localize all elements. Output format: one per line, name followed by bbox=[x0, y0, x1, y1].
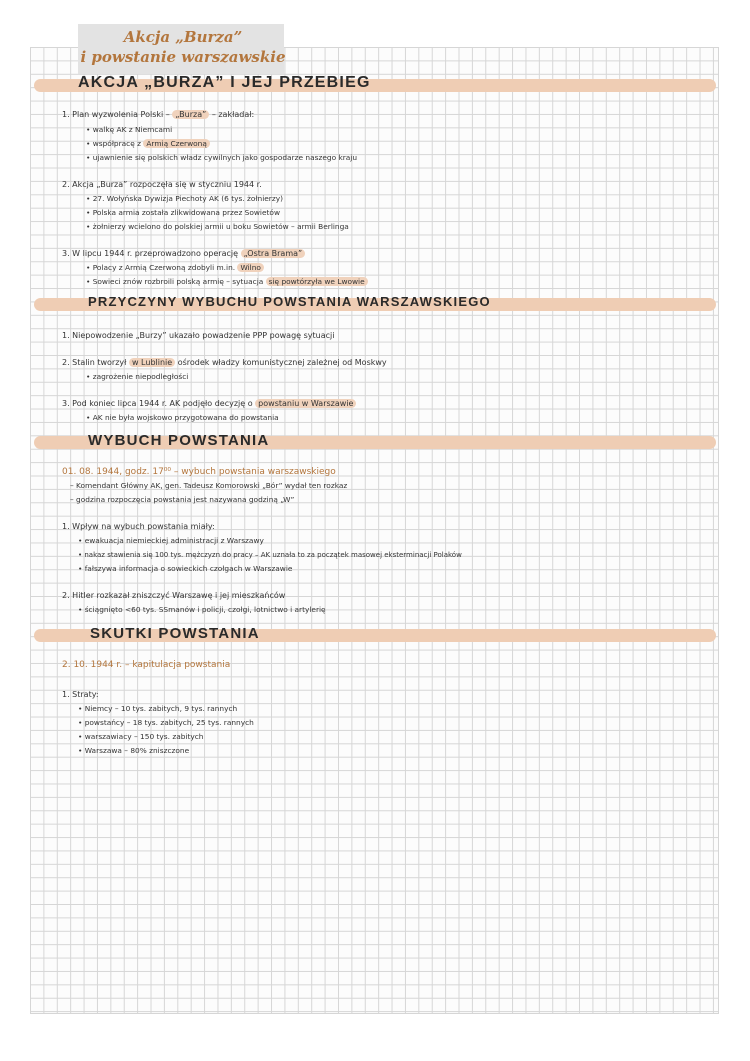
s4-bullet-1: • Niemcy – 10 tys. zabitych, 9 tys. rannych bbox=[78, 704, 238, 713]
title-line-2: i powstanie warszawskie bbox=[80, 48, 286, 66]
s3-point-2: 2. Hitler rozkazał zniszczyć Warszawę i jej mieszkańców bbox=[62, 591, 286, 600]
s3-bullet-3: • ewakuacja niemieckiej administracji z Warszawy bbox=[78, 536, 264, 545]
s2-point-2: 2. Stalin tworzył w Lublinie ośrodek władzy komunistycznej zależnej od Moskwy bbox=[62, 358, 387, 367]
s3-bullet-2: – godzina rozpoczęcia powstania jest nazywana godziną „W” bbox=[70, 495, 295, 504]
s1-bullet-6: • żołnierzy wcielono do polskiej armii u boku Sowietów – armii Berlinga bbox=[86, 222, 349, 231]
s1-point-2: 2. Akcja „Burza” rozpoczęła się w styczniu 1944 r. bbox=[62, 180, 262, 189]
highlight-lwow: się powtórzyła we Lwowie bbox=[266, 277, 368, 286]
s3-date: 01. 08. 1944, godz. 17⁰⁰ – wybuch powstania warszawskiego bbox=[62, 467, 336, 477]
section-heading-2: PRZYCZYNY WYBUCHU POWSTANIA WARSZAWSKIEGO bbox=[88, 294, 491, 309]
s4-bullet-4: • Warszawa – 80% zniszczone bbox=[78, 746, 190, 755]
section-heading-3: WYBUCH POWSTANIA bbox=[88, 432, 270, 449]
s2-point-3: 3. Pod koniec lipca 1944 r. AK podjęło decyzję o powstaniu w Warszawie bbox=[62, 399, 356, 409]
s1-bullet-2: • współpracę z Armią Czerwoną bbox=[86, 139, 210, 149]
s1-bullet-8: • Sowieci znów rozbroili polską armię – sytuacja się powtórzyła we Lwowie bbox=[86, 277, 368, 287]
title-line-1: Akcja „Burza” bbox=[123, 28, 243, 46]
s3-bullet-5: • fałszywa informacja o sowieckich czołgach w Warszawie bbox=[78, 564, 293, 573]
highlight-lublin: w Lublinie bbox=[129, 358, 175, 367]
s1-point-1: 1. Plan wyzwolenia Polski – „Burza” – zakładał: bbox=[62, 110, 255, 119]
highlight-burza: „Burza” bbox=[172, 110, 209, 119]
s4-date: 2. 10. 1944 r. – kapitulacja powstania bbox=[62, 660, 231, 670]
s4-bullet-2: • powstańcy – 18 tys. zabitych, 25 tys. rannych bbox=[78, 718, 254, 727]
highlight-wilno: Wilno bbox=[237, 263, 263, 272]
s2-bullet-1: • zagrożenie niepodległości bbox=[86, 372, 189, 381]
s3-point-1: 1. Wpływ na wybuch powstania miały: bbox=[62, 522, 215, 531]
highlight-armia: Armią Czerwoną bbox=[143, 139, 210, 148]
section-heading-1: AKCJA „BURZA” I JEJ PRZEBIEG bbox=[78, 74, 371, 91]
s1-bullet-4: • 27. Wołyńska Dywizja Piechoty AK (6 tys. żołnierzy) bbox=[86, 194, 283, 203]
s1-bullet-1: • walkę AK z Niemcami bbox=[86, 125, 173, 134]
highlight-powstanie: powstaniu w Warszawie bbox=[255, 399, 356, 408]
s3-bullet-1: – Komendant Główny AK, gen. Tadeusz Komorowski „Bór” wydał ten rozkaz bbox=[70, 481, 348, 490]
section-heading-4: SKUTKI POWSTANIA bbox=[90, 625, 260, 642]
highlight-ostra-brama: „Ostra Brama” bbox=[241, 249, 306, 258]
s2-point-1: 1. Niepowodzenie „Burzy” ukazało powadzenie PPP powagę sytuacji bbox=[62, 331, 335, 340]
s1-bullet-7: • Polacy z Armią Czerwoną zdobyli m.in. Wilno bbox=[86, 263, 264, 273]
s1-bullet-5: • Polska armia została zlikwidowana przez Sowietów bbox=[86, 208, 280, 217]
s4-bullet-3: • warszawiacy – 150 tys. zabitych bbox=[78, 732, 204, 741]
s1-point-3: 3. W lipcu 1944 r. przeprowadzono operację „Ostra Brama” bbox=[62, 249, 305, 259]
s3-bullet-4: • nakaz stawienia się 100 tys. mężczyzn do pracy – AK uznała to za początek masowej eksterminacji Polaków bbox=[78, 551, 462, 559]
s1-bullet-3: • ujawnienie się polskich władz cywilnych jako gospodarze naszego kraju bbox=[86, 153, 358, 162]
s2-bullet-2: • AK nie była wojskowo przygotowana do powstania bbox=[86, 413, 279, 422]
s3-bullet-6: • ściągnięto <60 tys. SSmanów i policji, czołgi, lotnictwo i artylerię bbox=[78, 605, 326, 614]
s4-point-1: 1. Straty: bbox=[62, 690, 99, 699]
